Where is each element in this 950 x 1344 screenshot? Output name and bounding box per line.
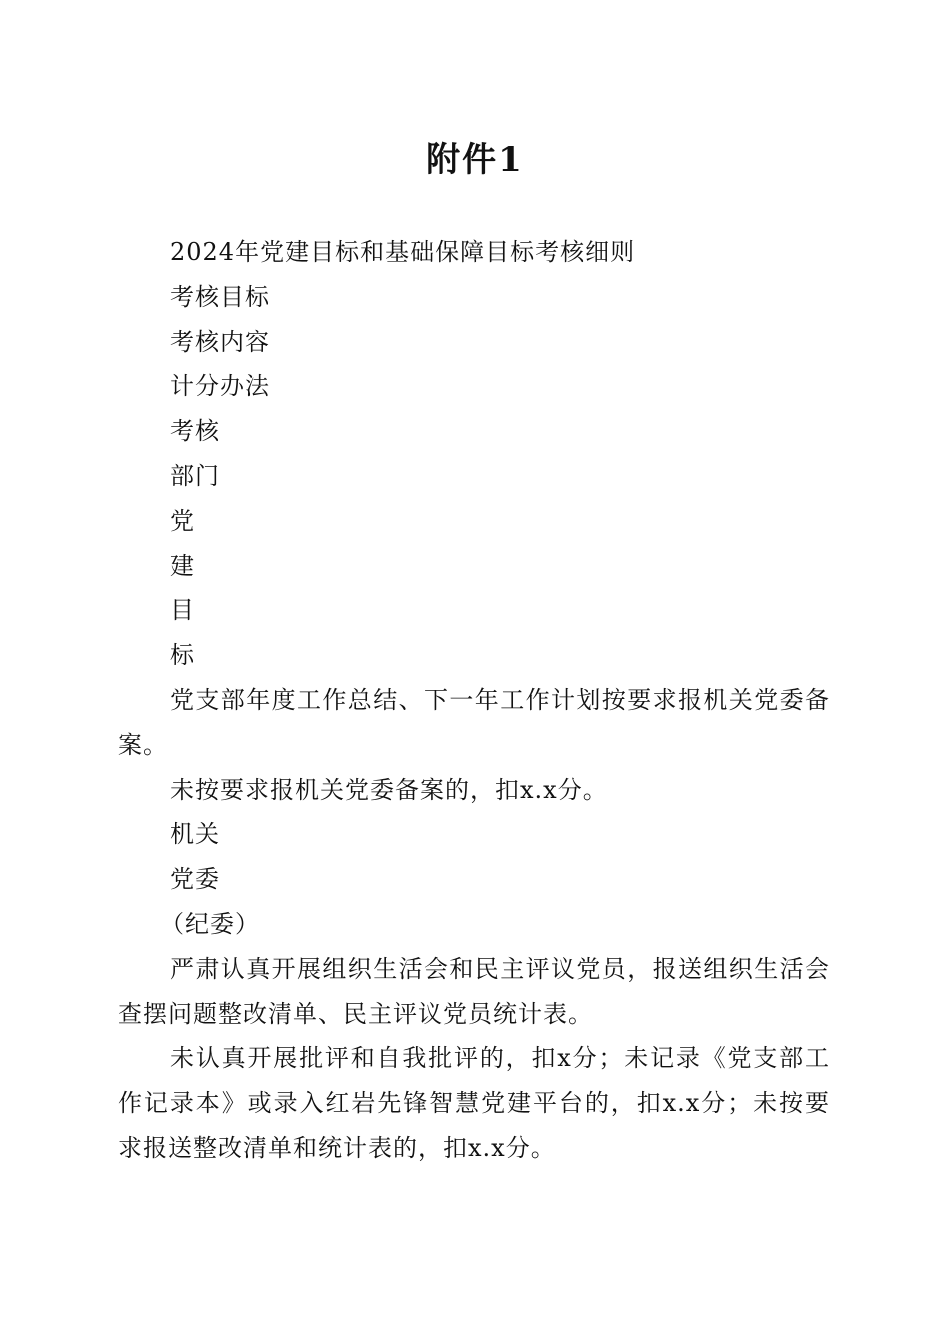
document-body — [118, 230, 830, 1171]
paragraph: （纪委） — [160, 909, 260, 938]
paragraph: 机关 — [170, 820, 220, 849]
heading-paragraph: 2024年党建目标和基础保障目标考核细则 — [170, 238, 636, 266]
paragraph: 考核 — [170, 417, 220, 446]
paragraph: 党委 — [170, 865, 220, 894]
paragraph: 党支部年度工作总结、下一年工作计划按要求报机关党委备案。 — [118, 685, 830, 759]
paragraph: 未按要求报机关党委备案的，扣x.x分。 — [170, 775, 608, 804]
paragraph: 严肃认真开展组织生活会和民主评议党员，报送组织生活会查摆问题整改清单、民主评议党员统计表。 — [118, 954, 830, 1028]
paragraph: 目 — [170, 596, 195, 625]
paragraph: 考核内容 — [170, 327, 270, 356]
paragraph: 部门 — [170, 461, 220, 490]
paragraph: 建 — [170, 551, 195, 580]
document-title: 附件1 — [426, 140, 524, 180]
paragraph: 考核目标 — [170, 282, 270, 311]
paragraph: 党 — [170, 506, 195, 535]
paragraph: 计分办法 — [170, 372, 270, 401]
paragraph: 未认真开展批评和自我批评的，扣x分；未记录《党支部工作记录本》或录入红岩先锋智慧党建平台的，扣x.x分；未按要求报送整改清单和统计表的，扣x.x分。 — [118, 1044, 830, 1162]
paragraph: 标 — [170, 641, 195, 670]
